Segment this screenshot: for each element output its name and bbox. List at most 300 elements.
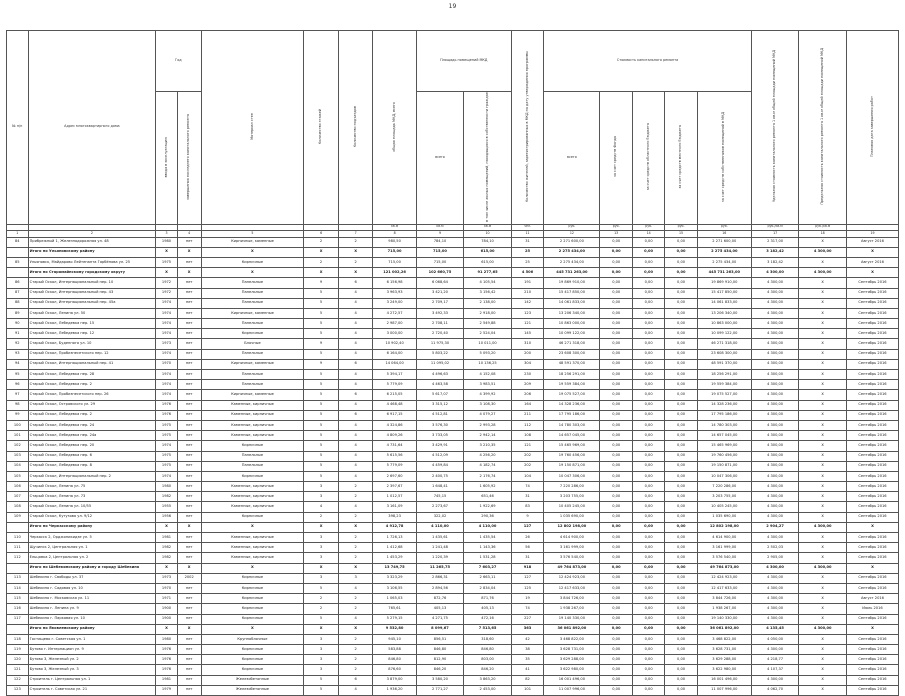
- cell: Каменные, кирпичные: [201, 502, 304, 512]
- cell: 651,46: [464, 492, 512, 502]
- cell: Старый Оскол, Буденного ул. 10: [28, 339, 156, 349]
- cell: кв.м: [416, 224, 464, 230]
- cell: 3 622 980,00: [544, 665, 600, 675]
- cell: 19 760 456,00: [697, 451, 751, 461]
- cell: 0,00: [600, 400, 632, 410]
- cell: 112: [7, 553, 29, 563]
- cell: 0,00: [600, 645, 632, 655]
- cell: 6: [338, 278, 373, 288]
- cell: 0,00: [665, 339, 697, 349]
- cell: Старый Оскол, Ленина ул. 50: [28, 308, 156, 318]
- cell: 472,16: [464, 614, 512, 624]
- cell: 0,00: [632, 482, 664, 492]
- cell: 2 273,67: [416, 502, 464, 512]
- cell: 7 220 286,00: [544, 482, 600, 492]
- cell: Х: [799, 471, 847, 481]
- cell: 108: [7, 502, 29, 512]
- cell: 0,00: [600, 349, 632, 359]
- cell: 12 802 198,00: [697, 522, 751, 532]
- cell: 0,00: [600, 308, 632, 318]
- cell: Х: [799, 502, 847, 512]
- cell: 3: [304, 665, 339, 675]
- cell: 5: [304, 451, 339, 461]
- cell: Х: [177, 563, 201, 573]
- cell: нет: [177, 319, 201, 329]
- cell: 4 300,00: [751, 441, 799, 451]
- cell: 856,51: [416, 634, 464, 644]
- cell: 765,61: [373, 604, 416, 614]
- cell: Х: [799, 543, 847, 553]
- cell: Старый Оскол, Интернациональный пер. 2: [28, 471, 156, 481]
- col-cost-federal: за счет средств Фонда: [600, 92, 632, 225]
- cell: 3 161 999,00: [697, 543, 751, 553]
- cell: 4 512,81: [416, 410, 464, 420]
- cell: 4 399,92: [464, 390, 512, 400]
- cell: 615,00: [464, 257, 512, 267]
- cell: 0,00: [632, 247, 664, 257]
- cell: 0,00: [632, 339, 664, 349]
- cell: Ельцовка 2, Центральная ул. 2: [28, 553, 156, 563]
- table-row: [7, 461, 899, 471]
- cell: 1980: [156, 237, 178, 247]
- cell: Кирпичные: [201, 645, 304, 655]
- cell: 4 300,00: [799, 563, 847, 573]
- cell: 2 834,04: [464, 583, 512, 593]
- col-year-group: Год: [156, 31, 201, 92]
- cell: 1974: [156, 441, 178, 451]
- cell: Кирпичные: [201, 329, 304, 339]
- cell: 122: [7, 675, 29, 685]
- cell: 2 275 434,00: [544, 257, 600, 267]
- cell: 104: [511, 471, 543, 481]
- cell: Панельные: [201, 288, 304, 298]
- cell: нет: [177, 492, 201, 502]
- cell: 8 099,67: [416, 624, 464, 634]
- cell: Август 2016: [846, 237, 898, 247]
- cell: 1982: [156, 543, 178, 553]
- cell: Х: [156, 247, 178, 257]
- cell: Сентябрь 2016: [846, 645, 898, 655]
- cell: Сентябрь 2016: [846, 339, 898, 349]
- table-row: [7, 370, 899, 380]
- cell: Х: [177, 522, 201, 532]
- cell: 9 532,80: [373, 624, 416, 634]
- cell: 0,00: [665, 604, 697, 614]
- cell: Панельные: [201, 451, 304, 461]
- table-row: [7, 675, 899, 685]
- cell: 3 844 726,00: [544, 594, 600, 604]
- cell: 211: [511, 410, 543, 420]
- table-row: [7, 329, 899, 339]
- cell: нет: [177, 543, 201, 553]
- cell: 103: [7, 451, 29, 461]
- cell: Х: [799, 339, 847, 349]
- cell: 17 795 186,00: [697, 410, 751, 420]
- cell: 0,00: [600, 257, 632, 267]
- cell: Старый Оскол, Интернациональный пер. 41: [28, 359, 156, 369]
- cell: нет: [177, 665, 201, 675]
- cell: 100: [7, 420, 29, 430]
- col-unit-cost: Удельная стоимость капитального ремонта 1 кв.м общей площади помещений МКД: [751, 31, 799, 225]
- cell: 4: [338, 298, 373, 308]
- cell: Панельные: [201, 461, 304, 471]
- cell: 23 608 300,00: [544, 349, 600, 359]
- cell: 2 708,11: [416, 319, 464, 329]
- cell: 715,00: [416, 247, 464, 257]
- cell: 5 093,20: [464, 349, 512, 359]
- cell: 14 328 236,00: [544, 400, 600, 410]
- cell: Каменные, кирпичные: [201, 533, 304, 543]
- cell: 5: [304, 380, 339, 390]
- cell: 200: [511, 349, 543, 359]
- cell: 119: [7, 645, 29, 655]
- cell: 3: [304, 533, 339, 543]
- cell: 3 863,20: [464, 675, 512, 685]
- cell: 2 176,74: [464, 471, 512, 481]
- cell: 6 156,98: [373, 278, 416, 288]
- cell: 5 779,09: [373, 461, 416, 471]
- cell: 2 771,27: [416, 685, 464, 695]
- cell: Х: [177, 268, 201, 278]
- cell: 1980: [156, 634, 178, 644]
- col-year-overhaul: завершения последнего капитального ремонта: [177, 92, 201, 225]
- cell: Сентябрь 2016: [846, 431, 898, 441]
- cell: нет: [177, 614, 201, 624]
- cell: 3 161 999,00: [544, 543, 600, 553]
- cell: Кирпичные: [201, 441, 304, 451]
- cell: Сентябрь 2016: [846, 441, 898, 451]
- cell: 0,00: [665, 665, 697, 675]
- table-row: [7, 471, 899, 481]
- cell: 0,00: [665, 502, 697, 512]
- cell: Сентябрь 2016: [846, 390, 898, 400]
- cell: нет: [177, 400, 201, 410]
- cell: Щучинск 2, Центральная ул. 1: [28, 543, 156, 553]
- cell: 4 300,00: [751, 675, 799, 685]
- cell: 16 001 496,00: [697, 675, 751, 685]
- cell: 5: [304, 390, 339, 400]
- cell: Панельные: [201, 380, 304, 390]
- cell: 0,00: [665, 278, 697, 288]
- cell: 31: [511, 553, 543, 563]
- cell: 14 061 833,00: [697, 298, 751, 308]
- cell: Каменные, кирпичные: [201, 431, 304, 441]
- cell: 2: [338, 665, 373, 675]
- cell: 4 300,00: [751, 533, 799, 543]
- cell: 1972: [156, 288, 178, 298]
- cell: 0,00: [632, 400, 664, 410]
- col-cost-regional: за счет средств областного бюджета: [632, 92, 664, 225]
- cell: 15: [665, 230, 697, 237]
- cell: 5: [304, 298, 339, 308]
- cell: 7 513,65: [464, 624, 512, 634]
- col-cost-total: всего: [544, 92, 600, 225]
- cell: 11: [511, 230, 543, 237]
- cell: 2: [338, 492, 373, 502]
- cell: 14 780 303,00: [697, 420, 751, 430]
- cell: 4 300,00: [751, 380, 799, 390]
- cell: [7, 624, 29, 634]
- cell: 210: [511, 288, 543, 298]
- cell: 74: [511, 482, 543, 492]
- cell: Х: [799, 370, 847, 380]
- cell: 1976: [156, 645, 178, 655]
- cell: 111: [7, 543, 29, 553]
- cell: Х: [799, 237, 847, 247]
- cell: 1: [7, 230, 29, 237]
- cell: Х: [799, 308, 847, 318]
- cell: 3: [156, 230, 178, 237]
- cell: 14 657 045,00: [697, 431, 751, 441]
- cell: 11 265,75: [416, 563, 464, 573]
- cell: 2 275 434,00: [697, 247, 751, 257]
- cell: 3: [304, 553, 339, 563]
- cell: Х: [799, 675, 847, 685]
- cell: Х: [799, 257, 847, 267]
- cell: 0,00: [665, 247, 697, 257]
- table-row: [7, 308, 899, 318]
- cell: Х: [799, 665, 847, 675]
- cell: Кирпичные: [201, 583, 304, 593]
- cell: 9: [304, 359, 339, 369]
- cell: 3 963,93: [373, 288, 416, 298]
- cell: 5: [304, 329, 339, 339]
- cell: 11 007 996,00: [697, 685, 751, 695]
- table-row: [7, 278, 899, 288]
- cell: 1981: [156, 533, 178, 543]
- cell: Сентябрь 2016: [846, 298, 898, 308]
- table-row: [7, 420, 899, 430]
- cell: 1 648,41: [416, 482, 464, 492]
- cell: 0,00: [600, 268, 632, 278]
- cell: Х: [338, 522, 373, 532]
- cell: Сентябрь 2016: [846, 573, 898, 583]
- cell: 1 241,48: [416, 543, 464, 553]
- cell: 4: [338, 685, 373, 695]
- cell: Х: [799, 614, 847, 624]
- cell: 19: [846, 230, 898, 237]
- cell: Каменные, кирпичные: [201, 543, 304, 553]
- table-row: [7, 645, 899, 655]
- cell: Старый Оскол, Лебедевка пер. 6: [28, 451, 156, 461]
- cell: 127: [511, 522, 543, 532]
- cell: 2 904,27: [751, 522, 799, 532]
- cell: 318,60: [464, 634, 512, 644]
- cell: нет: [177, 533, 201, 543]
- cell: 2 397,67: [373, 482, 416, 492]
- cell: Сентябрь 2016: [846, 308, 898, 318]
- cell: 91: [7, 329, 29, 339]
- cell: Черкасск 2, Орджоникидзе ул. 5: [28, 533, 156, 543]
- table-row: [7, 410, 899, 420]
- cell: 4 107,37: [751, 665, 799, 675]
- cell: 4 731,64: [373, 441, 416, 451]
- cell: Сентябрь 2016: [846, 634, 898, 644]
- cell: нет: [177, 583, 201, 593]
- cell: 105: [7, 471, 29, 481]
- col-total-area: общая площадь МКД, всего: [373, 31, 416, 225]
- cell: 0,00: [600, 278, 632, 288]
- cell: 9: [416, 230, 464, 237]
- cell: 3 323,29: [373, 573, 416, 583]
- cell: 0,00: [600, 390, 632, 400]
- cell: 3: [304, 543, 339, 553]
- cell: 13 206 340,00: [544, 308, 600, 318]
- cell: нет: [177, 634, 201, 644]
- cell: руб./кв.м: [751, 224, 799, 230]
- cell: Сентябрь 2016: [846, 349, 898, 359]
- cell: 2 271 600,00: [544, 237, 600, 247]
- cell: 0,00: [632, 512, 664, 522]
- cell: 1 143,36: [464, 543, 512, 553]
- cell: Х: [846, 563, 898, 573]
- cell: 209: [511, 380, 543, 390]
- cell: Август 2016: [846, 257, 898, 267]
- cell: Каменные, кирпичные: [201, 410, 304, 420]
- cell: 4 912,78: [373, 522, 416, 532]
- cell: 0,00: [632, 268, 664, 278]
- cell: Кирпичные: [201, 604, 304, 614]
- cell: 1974: [156, 298, 178, 308]
- cell: Х: [799, 410, 847, 420]
- cell: 84: [7, 237, 29, 247]
- cell: 56: [511, 543, 543, 553]
- cell: 4 300,00: [751, 645, 799, 655]
- cell: 0,00: [632, 359, 664, 369]
- cell: Х: [799, 319, 847, 329]
- cell: нет: [177, 390, 201, 400]
- cell: 0,00: [665, 675, 697, 685]
- cell: 0,00: [600, 512, 632, 522]
- cell: 11 007 996,00: [544, 685, 600, 695]
- cell: 0,00: [600, 533, 632, 543]
- table-row: [7, 685, 899, 695]
- cell: 4 300,00: [751, 278, 799, 288]
- cell: нет: [177, 420, 201, 430]
- cell: 0,00: [600, 655, 632, 665]
- cell: 2 138,00: [464, 298, 512, 308]
- cell: 3 580,20: [416, 675, 464, 685]
- table-row: [7, 257, 899, 267]
- cell: 0,00: [665, 400, 697, 410]
- cell: 2 400,75: [416, 471, 464, 481]
- cell: 31: [511, 237, 543, 247]
- cell: 405,13: [464, 604, 512, 614]
- cell: Х: [156, 563, 178, 573]
- cell: 2 271 600,00: [697, 237, 751, 247]
- cell: нет: [177, 675, 201, 685]
- cell: 1900: [156, 604, 178, 614]
- cell: Сентябрь 2016: [846, 319, 898, 329]
- cell: 0,00: [665, 380, 697, 390]
- cell: 101: [7, 431, 29, 441]
- cell: 2: [338, 533, 373, 543]
- cell: Сентябрь 2016: [846, 553, 898, 563]
- cell: 12 802 198,00: [544, 522, 600, 532]
- cell: 4 272,57: [373, 308, 416, 318]
- cell: 4: [304, 502, 339, 512]
- cell: Крупноблочные: [201, 634, 304, 644]
- cell: нет: [177, 553, 201, 563]
- register-body: [7, 224, 899, 695]
- cell: 0,00: [600, 410, 632, 420]
- cell: нет: [177, 604, 201, 614]
- cell: 4 300,00: [751, 288, 799, 298]
- cell: 583,88: [373, 645, 416, 655]
- cell: 1974: [156, 349, 178, 359]
- cell: 3 182,42: [751, 247, 799, 257]
- cell: 1982: [156, 553, 178, 563]
- cell: 10 099 122,00: [697, 329, 751, 339]
- table-row: [7, 359, 899, 369]
- cell: Итого по Ульяновскому району: [28, 247, 156, 257]
- cell: 0,00: [600, 451, 632, 461]
- cell: 4 135,45: [751, 624, 799, 634]
- cell: 1971: [156, 594, 178, 604]
- cell: 4 300,00: [751, 349, 799, 359]
- cell: 10 047 306,00: [697, 471, 751, 481]
- cell: 1975: [156, 420, 178, 430]
- cell: 17: [751, 230, 799, 237]
- cell: Х: [799, 420, 847, 430]
- cell: 398,23: [373, 512, 416, 522]
- cell: Каменные, кирпичные: [201, 553, 304, 563]
- cell: Сентябрь 2016: [846, 359, 898, 369]
- cell: 0,00: [665, 512, 697, 522]
- cell: 11 975,30: [416, 339, 464, 349]
- cell: нет: [177, 441, 201, 451]
- cell: 0,00: [632, 410, 664, 420]
- cell: 93: [7, 349, 29, 359]
- cell: 3 983,51: [464, 380, 512, 390]
- cell: нет: [177, 655, 201, 665]
- cell: 18 256 291,00: [544, 370, 600, 380]
- cell: Сентябрь 2016: [846, 614, 898, 624]
- cell: 15 465 969,00: [544, 441, 600, 451]
- cell: 12: [544, 230, 600, 237]
- cell: 94: [7, 359, 29, 369]
- cell: 19 559 384,00: [544, 380, 600, 390]
- cell: Х: [846, 522, 898, 532]
- cell: 0,00: [665, 329, 697, 339]
- cell: Железобетонные: [201, 685, 304, 695]
- cell: Строитель г. Советская ул. 21: [28, 685, 156, 695]
- cell: 0,00: [632, 329, 664, 339]
- cell: 4: [338, 400, 373, 410]
- cell: 0,00: [600, 583, 632, 593]
- cell: нет: [177, 370, 201, 380]
- cell: 4 300,00: [751, 359, 799, 369]
- cell: Шебекино г. Садовая ул. 10: [28, 583, 156, 593]
- cell: 121 002,26: [373, 268, 416, 278]
- cell: 4 300,00: [751, 594, 799, 604]
- cell: нет: [177, 645, 201, 655]
- cell: 2 502,03: [751, 543, 799, 553]
- cell: 5: [304, 349, 339, 359]
- cell: 12 424 923,00: [697, 573, 751, 583]
- cell: 0,00: [665, 533, 697, 543]
- cell: 2: [338, 257, 373, 267]
- column-numbers-row: [7, 230, 899, 237]
- cell: 0,00: [665, 237, 697, 247]
- cell: 82: [511, 675, 543, 685]
- cell: 0,00: [600, 461, 632, 471]
- cell: 3 182,42: [751, 257, 799, 267]
- cell: 2: [338, 512, 373, 522]
- table-row: [7, 390, 899, 400]
- cell: Сентябрь 2016: [846, 512, 898, 522]
- cell: нет: [177, 329, 201, 339]
